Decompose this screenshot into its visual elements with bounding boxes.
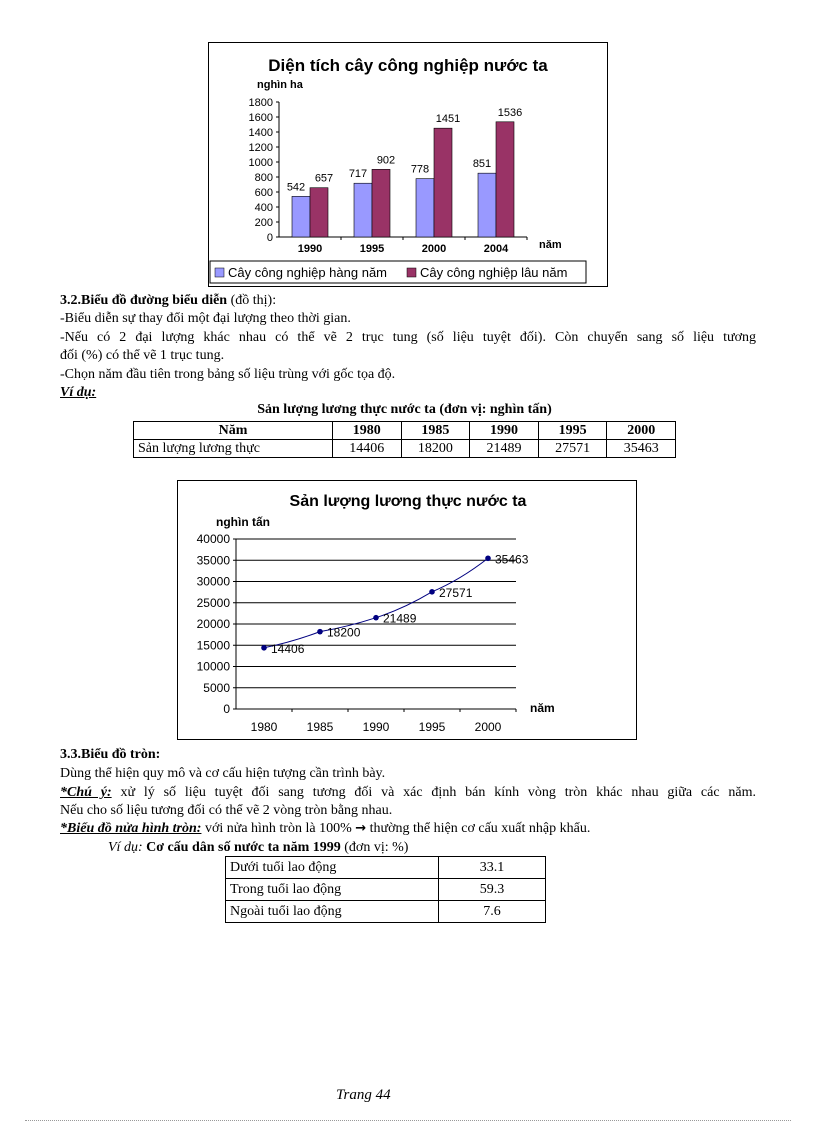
line-chart-panel: [177, 480, 637, 740]
y-tick-label: 1800: [248, 97, 273, 109]
note-text-a: xử lý số liệu tuyệt đối sang tương đối và xác định bán kính vòng tròn khác nhau giữa các năm.: [111, 785, 756, 800]
y-tick-label: 200: [254, 217, 273, 229]
table-year: 1985: [401, 422, 470, 440]
data-point: [429, 589, 435, 595]
table-year: 1995: [538, 422, 607, 440]
section-33-heading: 3.3.Biểu đồ tròn:: [60, 747, 161, 762]
table-row: [226, 879, 546, 901]
y-tick-label: 20000: [196, 617, 230, 631]
x-tick-label: 1990: [297, 243, 323, 255]
table-cell: 27571: [538, 440, 607, 458]
half-circle-text-b: thường thể hiện cơ cấu xuất nhập khẩu.: [366, 821, 591, 836]
x-tick-label: 2004: [483, 243, 509, 255]
legend-label-annual: Cây công nghiệp hàng năm: [228, 265, 388, 280]
note-label: *Chú ý:: [60, 785, 112, 800]
table-cell: 33.1: [439, 857, 546, 879]
section-32-line2a: -Nếu có 2 đại lượng khác nhau có thể vẽ 2 trục tung (số liệu tuyệt đối). Còn chuyển sang số liệu tương: [60, 330, 756, 345]
x-tick-label: 1995: [359, 243, 385, 255]
y-tick-label: 35000: [196, 553, 230, 568]
data-label: 851: [472, 158, 492, 171]
section-33-example-line: [108, 839, 408, 857]
x-tick-label: 1995: [418, 720, 446, 734]
table-row-label: Dưới tuổi lao động: [226, 857, 439, 879]
section-32-heading-suffix: (đồ thị):: [227, 293, 277, 308]
table-row-label: Sản lượng lương thực: [134, 440, 333, 458]
data-label: 27571: [439, 585, 473, 600]
y-tick-label: 15000: [196, 638, 230, 653]
bar-chart-ylabel: nghìn ha: [257, 79, 303, 91]
section-32-example: Ví dụ:: [60, 385, 97, 400]
line-chart-ylabel: nghìn tấn: [216, 515, 270, 529]
half-circle-text-a: với nửa hình tròn là 100%: [201, 821, 352, 836]
section-32-line3: -Chọn năm đầu tiên trong bảng số liệu trùng với gốc tọa độ.: [60, 367, 396, 382]
y-tick-label: 400: [254, 202, 273, 214]
bar-chart-title: Diện tích cây công nghiệp nước ta: [268, 56, 548, 75]
table-year: 2000: [607, 422, 676, 440]
x-tick-label: 1985: [306, 720, 334, 734]
y-tick-label: 25000: [196, 595, 230, 610]
data-label: 14406: [271, 641, 305, 656]
data-label: 657: [314, 172, 334, 185]
half-circle-label: *Biểu đồ nửa hình tròn:: [60, 821, 202, 836]
data-point: [373, 615, 379, 621]
bar-chart: [209, 43, 607, 286]
section-33-half-line: [60, 820, 756, 838]
section-32-heading: 3.2.Biểu đồ đường biểu diễn: [60, 293, 228, 308]
data-label: 902: [376, 154, 396, 167]
bar: [478, 173, 496, 237]
y-tick-label: 10000: [196, 659, 230, 674]
example-title: Cơ cấu dân số nước ta năm 1999: [142, 840, 341, 855]
bar: [310, 188, 328, 237]
section-33-line1: Dùng thể hiện quy mô và cơ cấu hiện tượng cần trình bày.: [60, 766, 386, 781]
table-cell: 35463: [607, 440, 676, 458]
legend-label-perennial: Cây công nghiệp lâu năm: [420, 265, 568, 280]
data-point: [261, 645, 267, 651]
bar: [434, 128, 452, 237]
food-production-table: [133, 421, 676, 458]
population-structure-table: [225, 856, 546, 923]
legend-swatch-perennial: [407, 268, 416, 277]
section-32-line2b: đối (%) có thể vẽ 1 trục tung.: [60, 348, 225, 363]
y-tick-label: 1000: [248, 157, 273, 169]
data-point: [485, 555, 491, 561]
table-year: 1990: [470, 422, 539, 440]
y-tick-label: 30000: [196, 574, 230, 589]
page-number: Trang 44: [336, 1087, 391, 1103]
bar-chart-xlabel: năm: [539, 239, 562, 251]
arrow-icon: →: [355, 821, 367, 836]
data-label: 18200: [327, 625, 361, 640]
table-row: [134, 440, 676, 458]
example-unit: (đơn vị: %): [340, 840, 409, 855]
data-label: 21489: [383, 611, 417, 626]
x-tick-label: 1990: [362, 720, 390, 734]
table-header-label: Năm: [134, 422, 333, 440]
x-tick-label: 2000: [474, 720, 502, 734]
data-label: 542: [286, 181, 306, 194]
footer-divider: [25, 1120, 791, 1121]
section-32-line1: -Biểu diễn sự thay đổi một đại lượng theo thời gian.: [60, 311, 351, 326]
data-label: 717: [348, 168, 368, 181]
table-row-label: Ngoài tuổi lao động: [226, 901, 439, 923]
data-label: 1536: [497, 106, 523, 119]
data-point: [317, 629, 323, 635]
table-cell: 14406: [333, 440, 402, 458]
table-cell: 18200: [401, 440, 470, 458]
table-cell: 21489: [470, 440, 539, 458]
x-tick-label: 2000: [421, 243, 447, 255]
line-chart-title: Sản lượng lương thực nước ta: [289, 493, 527, 510]
bar: [354, 183, 372, 237]
table-cell: 59.3: [439, 879, 546, 901]
y-tick-label: 600: [254, 187, 273, 199]
y-tick-label: 1200: [248, 142, 273, 154]
y-tick-label: 0: [223, 702, 230, 716]
y-tick-label: 1600: [248, 112, 273, 124]
section-33-note-line: [60, 784, 756, 802]
x-tick-label: 1980: [250, 720, 278, 734]
line-chart: [178, 481, 636, 739]
example-label: Ví dụ:: [108, 840, 143, 855]
data-label: 1451: [435, 113, 461, 126]
table-row: [226, 857, 546, 879]
y-tick-label: 1400: [248, 127, 273, 139]
y-tick-label: 40000: [196, 532, 230, 546]
table-year: 1980: [333, 422, 402, 440]
table-row-label: Trong tuổi lao động: [226, 879, 439, 901]
table-header-row: [134, 422, 676, 440]
bar: [292, 196, 310, 237]
y-tick-label: 0: [266, 232, 273, 244]
y-tick-label: 800: [254, 172, 273, 184]
bar: [416, 179, 434, 237]
table-cell: 7.6: [439, 901, 546, 923]
bar: [496, 122, 514, 237]
table-row: [226, 901, 546, 923]
line-chart-xlabel: năm: [530, 701, 555, 715]
section-33-note-b: Nếu cho số liệu tương đối có thể vẽ 2 vòng tròn bằng nhau.: [60, 803, 393, 818]
bar: [372, 169, 390, 237]
y-tick-label: 5000: [203, 680, 230, 695]
table1-caption: Sản lượng lương thực nước ta (đơn vị: nghìn tấn): [257, 402, 552, 417]
data-label: 35463: [495, 552, 529, 567]
data-label: 778: [410, 163, 430, 176]
bar-chart-panel: [208, 42, 608, 287]
legend-swatch-annual: [215, 268, 224, 277]
section-32-heading-line: [60, 292, 756, 310]
